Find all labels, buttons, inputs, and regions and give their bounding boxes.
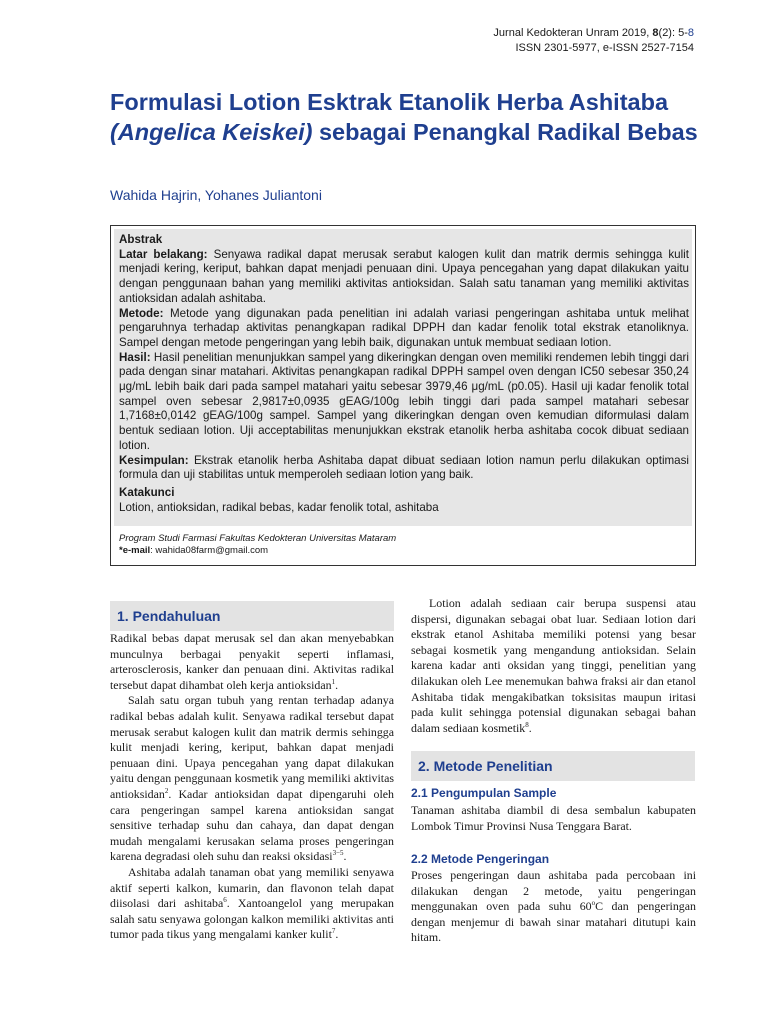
citation-1[interactable]: 1: [331, 677, 336, 686]
keywords: Lotion, antioksidan, radikal bebas, kadar fenolik total, ashitaba: [119, 500, 439, 514]
intro-paragraph-3: [110, 865, 394, 943]
intro-p3-end: .: [335, 927, 339, 942]
journal-header: [493, 26, 694, 56]
title-part2: sebagai Penangkal Radikal Bebas: [312, 119, 698, 145]
intro-p1-text: Radikal bebas dapat merusak sel dan akan menyebabkan munculnya berbagai penyakit seperti inflamasi, arterosclerosis, kanker dan penuaan dini. Aktivitas radikal tersebut dapat dihambat oleh kerja antioksidan: [110, 631, 394, 692]
keywords-heading: Katakunci: [119, 485, 175, 499]
intro-paragraph-4: [411, 596, 696, 736]
background-label: Latar belakang:: [119, 247, 208, 261]
right-column-intro: [411, 596, 696, 736]
email-address: : wahida08farm@gmail.com: [150, 545, 269, 556]
journal-volume: 8: [652, 27, 659, 39]
citation-6[interactable]: 6: [223, 896, 227, 905]
intro-p1-end: .: [335, 677, 339, 692]
intro-paragraph-2: [110, 693, 394, 865]
email-label: *e-mail: [119, 545, 151, 556]
last-page-link[interactable]: 8: [687, 27, 694, 39]
degree-sign: o: [591, 899, 596, 908]
abstract-box: [110, 225, 696, 566]
intro-p3-text: Ashitaba adalah tanaman obat yang memiliki senyawa aktif seperti kalkon, kumarin, dan flavonon telah dapat diisolasi dari ashitaba: [110, 864, 394, 911]
paper-title: [110, 87, 710, 147]
journal-issn: ISSN 2301-5977, e-ISSN 2527-7154: [515, 42, 694, 54]
citation-2[interactable]: 2: [164, 786, 169, 795]
drying-paragraph: [411, 868, 696, 946]
subsection-heading-2-1: 2.1 Pengumpulan Sample: [411, 786, 557, 800]
method-text: Metode yang digunakan pada penelitian ini adalah variasi pengeringan ashitaba untuk melihat pengaruhnya terhadap aktivitas penangkapan radikal DPPH dan kadar fenolik total ekstrak etanoliknya. Sampel dengan metode pengeringan yang lebih baik, digunakan untuk membuat sediaan lotion.: [119, 306, 689, 349]
affiliation: [119, 533, 396, 557]
method-label: Metode:: [119, 306, 164, 320]
intro-p3-cont: . Xantoangelol yang merupakan salah satu senyawa golongan kalkon memiliki aktivitas anti tumor pada tikus yang mengalami kanker kulit: [110, 896, 394, 942]
abstract-result-para: [119, 351, 689, 454]
title-part1: Formulasi Lotion Esktrak Etanolik Herba Ashitaba: [110, 89, 669, 115]
result-label: Hasil:: [119, 350, 151, 364]
collection-paragraph: Tanaman ashitaba diambil di desa sembalun kabupaten Lombok Timur Provinsi Nusa Tenggara Barat.: [411, 803, 696, 833]
authors: Wahida Hajrin, Yohanes Juliantoni: [110, 187, 322, 203]
abstract-conclusion-para: [119, 454, 689, 483]
intro-p2-text: Salah satu organ tubuh yang rentan terhadap adanya radikal bebas adalah kulit. Senyawa radikal tersebut dapat merusak serabut kalogen kulit dan matrik dermis sehingga kulit menjadi kering, keriput, bahkan dapat menjadi penuaan dini. Upaya pencegahan yang dapat dilakukan yaitu dengan penggunaan kosmetik yang memiliki aktivitas antioksidan: [110, 693, 394, 801]
abstract-method-para: [119, 307, 689, 351]
background-text: Senyawa radikal dapat merusak serabut kalogen kulit dan matrik dermis sehingga kulit menjadi kering, keriput, bahkan dapat menjadi penuaan dini. Upaya pencegahan yang dapat dilakukan yaitu dengan penggunaan bahan yang memiliki aktivitas antioksidan. Salah satu tanaman yang memiliki aktivitas antioksidan adalah ashitaba.: [119, 247, 689, 305]
citation-7[interactable]: 7: [331, 927, 336, 936]
abstract-heading: Abstrak: [119, 233, 163, 246]
journal-name: Jurnal Kedokteran Unram 2019,: [493, 27, 653, 39]
citation-3-5[interactable]: 3−5: [332, 849, 344, 858]
intro-p2-end: .: [343, 849, 347, 864]
journal-issue-pages: (2): 5-: [658, 27, 688, 39]
drying-text-a: Proses pengeringan daun ashitaba pada percobaan ini dilakukan dengan 2 metode, yaitu pengeringan menggunakan oven pada suhu 60: [411, 868, 696, 914]
intro-paragraph-1: [110, 631, 394, 693]
subsection-2-2-text: [411, 868, 696, 946]
journal-citation: [493, 26, 694, 41]
intro-p2-cont: . Kadar antioksidan dapat dipengaruhi oleh cara pengeringan sampel karena antioksidan sangat sensitive terhadap suhu dan cahaya, dan dapat dengan mudah mengalami kerusakan selama proses pengeringan karena degradasi oleh suhu dan reaksi oksidasi: [110, 786, 394, 864]
left-column: [110, 631, 394, 943]
section-heading-intro: 1. Pendahuluan: [110, 601, 394, 631]
drying-text-b: C dan pengeringan dengan menjemur di bawah sinar matahari ditutupi kain hitam.: [411, 899, 696, 945]
title-italic: (Angelica Keiskei): [110, 119, 313, 145]
conclusion-text: Ekstrak etanolik herba Ashitaba dapat dibuat sediaan lotion namun perlu dilakukan optimasi formula dan uji stabilitas untuk memperoleh sediaan lotion yang baik.: [119, 453, 689, 482]
subsection-heading-2-2: 2.2 Metode Pengeringan: [411, 852, 550, 866]
affiliation-institution: Program Studi Farmasi Fakultas Kedokteran Universitas Mataram: [119, 533, 397, 544]
result-text: Hasil penelitian menunjukkan sampel yang dikeringkan dengan oven memiliki rendemen lebih tinggi dari pada dengan sinar matahari. Aktivitas penangkapan radikal DPPH sampel oven dengan IC50 sebesar 350,24 μg/mL lebih baik dari pada sampel matahari yaitu sebesar 3979,46 μg/mL (p0.05). Hasil uji kadar fenolik total sampel oven sebesar 2,9817±0,0935 gEAG/100g lebih tinggi dari pada sampel matahari sebesar 1,7168±0,0142 gEAG/100g sampel. Sampel yang dikeringkan dengan oven kemudian diformulasi dalam bentuk sediaan lotion. Uji acceptabilitas menunjukkan ekstrak etanolik herba ashitaba cocok dibuat sediaan lotion.: [119, 350, 689, 452]
intro-p4-end: .: [528, 720, 532, 735]
subsection-2-1-text: [411, 803, 696, 834]
citation-8[interactable]: 8: [525, 720, 529, 729]
abstract-text: [119, 233, 689, 515]
abstract-background-para: [119, 248, 689, 307]
conclusion-label: Kesimpulan:: [119, 453, 189, 467]
intro-p4-text: Lotion adalah sediaan cair berupa suspensi atau dispersi, digunakan sebagai obat luar. Sediaan lotion dari ekstrak etanol Ashitaba memiliki potensi yang besar sebagai kosmetik yang mengandung antioksidan. Selain karena kadar anti oksidan yang tinggi, penelitian yang dilakukan oleh Lee menemukan bahwa fraksi air dan etanol Ashitaba tidak mengakibatkan toksisitas maupun iritasi pada kulit sehingga potensial digunakan sebagai bahan dalam sediaan kosmetik: [411, 596, 696, 735]
section-heading-methods: 2. Metode Penelitian: [411, 751, 695, 781]
